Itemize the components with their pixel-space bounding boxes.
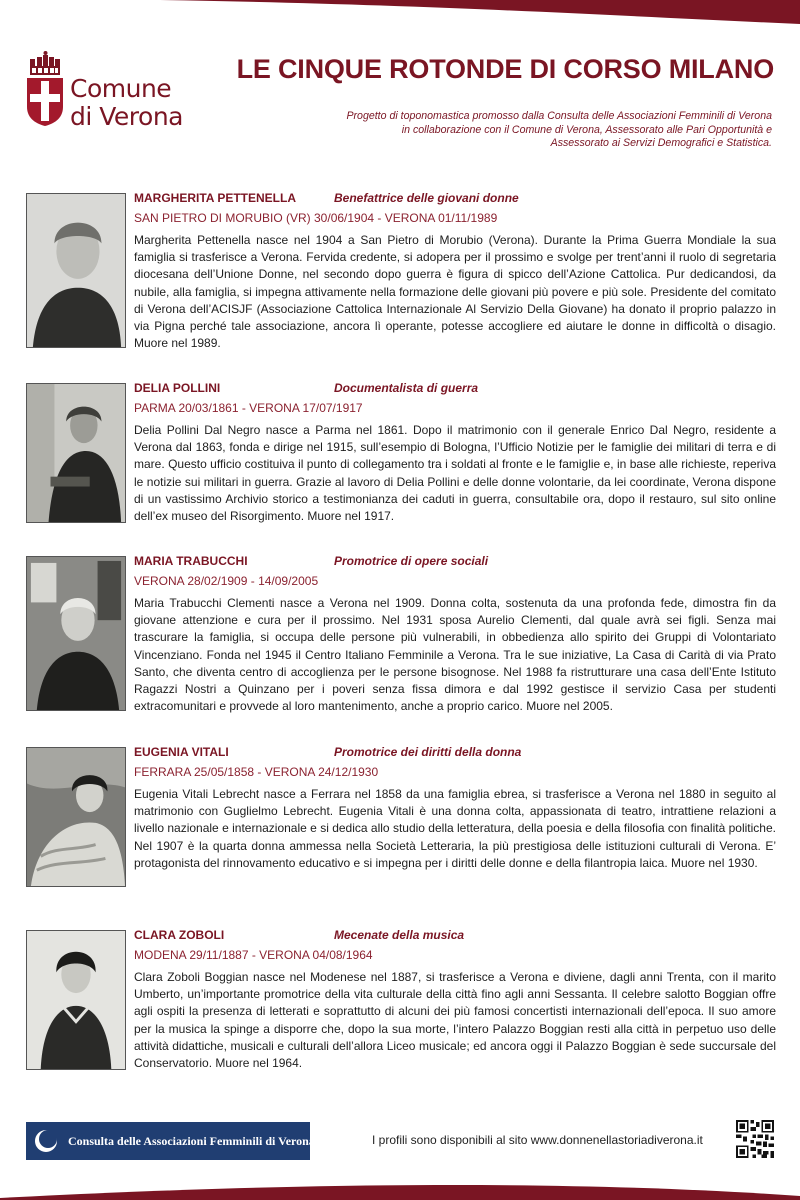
logo-text-di-verona: di Verona: [70, 102, 183, 131]
portrait-photo: [26, 556, 126, 711]
profile-name: MARGHERITA PETTENELLA: [134, 191, 296, 205]
profile-bio: Margherita Pettenella nasce nel 1904 a San Pietro di Morubio (Verona). Durante la Prima Guerra Mondiale la sua famiglia si trasferisce a Verona. Fervida credente, si adopera per il prossimo e svolge per trent’anni il ruolo di segretaria diocesana dell’Unione Donne, nel secondo dopo guerra è figura di spicco dell’Azione Cattolica. Pur dedicandosi, da nubile, alla famiglia, si impegna attivamente nella formazione delle giovani più povere e più sole. Presidente del comitato di Verona dell’ACISJF (Associazione Cattolica Internazionale Al Servizio Della Giovane) ha donato il proprio palazzo in via Pigna perché tale associazione, ancora lì operante, potesse accogliere ed aiutare le donne in difficoltà o disagio. Muore nel 1989.: [134, 233, 776, 351]
portrait-photo: [26, 747, 126, 887]
profile-role: Promotrice di opere sociali: [334, 554, 489, 568]
top-decorative-band: [0, 0, 800, 30]
profile-role: Promotrice dei diritti della donna: [334, 745, 522, 759]
subtitle-line: Assessorato ai Servizi Demografici e Statistica.: [550, 137, 772, 149]
shield-cross-icon: [26, 77, 64, 127]
profile-bio: Maria Trabucchi Clementi nasce a Verona nel 1909. Donna colta, sostenuta da una profonda fede, dimostra fin da giovane attenzione e cura per il prossimo. Nel 1931 sposa Aurelio Clementi, dal quale avrà sei figli. Senza mai trascurare la famiglia, si occupa delle persone più vulnerabili, in obbedienza allo spirito dei Gruppi di Volontariato Vincenziano. Fonda nel 1945 il Centro Italiano Femminile a Verona. Tra le sue iniziative, La Casa di Carità di via Prato Santo, che diventa centro di accoglienza per le persone bisognose. Nel 1988 fa ristrutturare una casa dell’Ente Istituto Ragazzi Nostri a Quinzano per i poveri senza fissa dimora e dal 1992 gestisce il servizio Casa per studenti extracomunitari e provvede al loro mantenimento, anche a proprio carico. Muore nel 2005.: [134, 596, 776, 714]
profile-bio: Clara Zoboli Boggian nasce nel Modenese nel 1887, si trasferisce a Verona e diviene, dagli anni Trenta, con il marito Umberto, un’importante promotrice della vita culturale della città fino agli anni Sessanta. Il celebre salotto Boggian offre agli ospiti la presenza di letterati e soprattutto di alcuni dei più famosi concertisti internazionali dell’epoca. Il suo amore per la musica la spinge a disporre che, dopo la sua morte, l’intero Palazzo Boggian resti alla città in perpetuo uso delle attività didattiche, musicali e culturali dell’allora Liceo musicale; ed ancora oggi il Palazzo Boggian è sede succursale del Conservatorio. Muore nel 1964.: [134, 970, 776, 1071]
profile-name: CLARA ZOBOLI: [134, 928, 225, 942]
crown-icon: [26, 50, 64, 78]
profile-role: Benefattrice delle giovani donne: [334, 191, 519, 205]
profile-name: MARIA TRABUCCHI: [134, 554, 248, 568]
consulta-circle-icon: [34, 1129, 58, 1153]
subtitle-line: Progetto di toponomastica promosso dalla Consulta delle Associazioni Femminili di Verona: [346, 110, 772, 122]
portrait-photo: [26, 930, 126, 1070]
qr-code-icon[interactable]: [736, 1120, 774, 1158]
profile-dates: PARMA 20/03/1861 - VERONA 17/07/1917: [134, 401, 363, 415]
profile-dates: FERRARA 25/05/1858 - VERONA 24/12/1930: [134, 765, 379, 779]
bottom-decorative-band: [0, 1178, 800, 1200]
footer-site-text: I profili sono disponibili al sito www.donnenellastoriadiverona.it: [372, 1133, 703, 1147]
subtitle-line: in collaborazione con il Comune di Verona, Assessorato alle Pari Opportunità e: [401, 123, 772, 136]
profile-bio: Delia Pollini Dal Negro nasce a Parma nel 1861. Dopo il matrimonio con il generale Enrico Dal Negro, residente a Verona dal 1863, fonda e dirige nel 1915, sull’esempio di Bologna, l’Ufficio Notizie per le famiglie dei militari di terra e di mare. Questo ufficio costituiva il punto di collegamento tra i soldati al fronte e le famiglie e, in base alle richieste, reperiva le notizie sui militari in guerra. Grazie al lavoro di Delia Pollini e delle donne volontarie, da lei coordinate, Verona dispone di un vastissimo Archivio storico a testimonianza dei caduti in guerra, consultabile ora, dopo il restauro, sul sito online dell’ex museo del Risorgimento. Muore nel 1917.: [134, 423, 776, 524]
profile-name: DELIA POLLINI: [134, 381, 221, 395]
consulta-banner-logo: [26, 1122, 315, 1160]
profile-role: Documentalista di guerra: [334, 381, 479, 395]
profile-dates: VERONA 28/02/1909 - 14/09/2005: [134, 574, 319, 588]
project-description: [272, 110, 772, 151]
profile-bio: Eugenia Vitali Lebrecht nasce a Ferrara nel 1858 da una famiglia ebrea, si trasferisce a Verona nel 1880 in seguito al matrimonio con Guglielmo Lebrecht. Eugenia Vitali è una donna colta, appassionata di teatro, intrattiene relazioni a livello nazionale e internazionale e si dedica allo studio della letteratura, della poesia e della filosofia con finalità politiche. Nel 1907 è la quarta donna ammessa nella Società Letteraria, la più prestigiosa delle istituzioni culturali di Verona. E’ protagonista del rinnovamento educativo e si impegna per i diritti delle donne e della filantropia laica. Muore nel 1930.: [134, 787, 776, 870]
logo-text-comune: Comune: [70, 74, 172, 103]
profile-name: EUGENIA VITALI: [134, 745, 229, 759]
profile-role: Mecenate della musica: [334, 928, 465, 942]
profile-dates: SAN PIETRO DI MORUBIO (VR) 30/06/1904 - VERONA 01/11/1989: [134, 211, 498, 225]
portrait-photo: [26, 383, 126, 523]
consulta-banner-label: Consulta delle Associazioni Femminili di Verona: [68, 1134, 315, 1148]
page-title: LE CINQUE ROTONDE DI CORSO MILANO: [236, 54, 774, 84]
profile-dates: MODENA 29/11/1887 - VERONA 04/08/1964: [134, 948, 373, 962]
comune-di-verona-logo: [24, 50, 204, 132]
portrait-photo: [26, 193, 126, 348]
